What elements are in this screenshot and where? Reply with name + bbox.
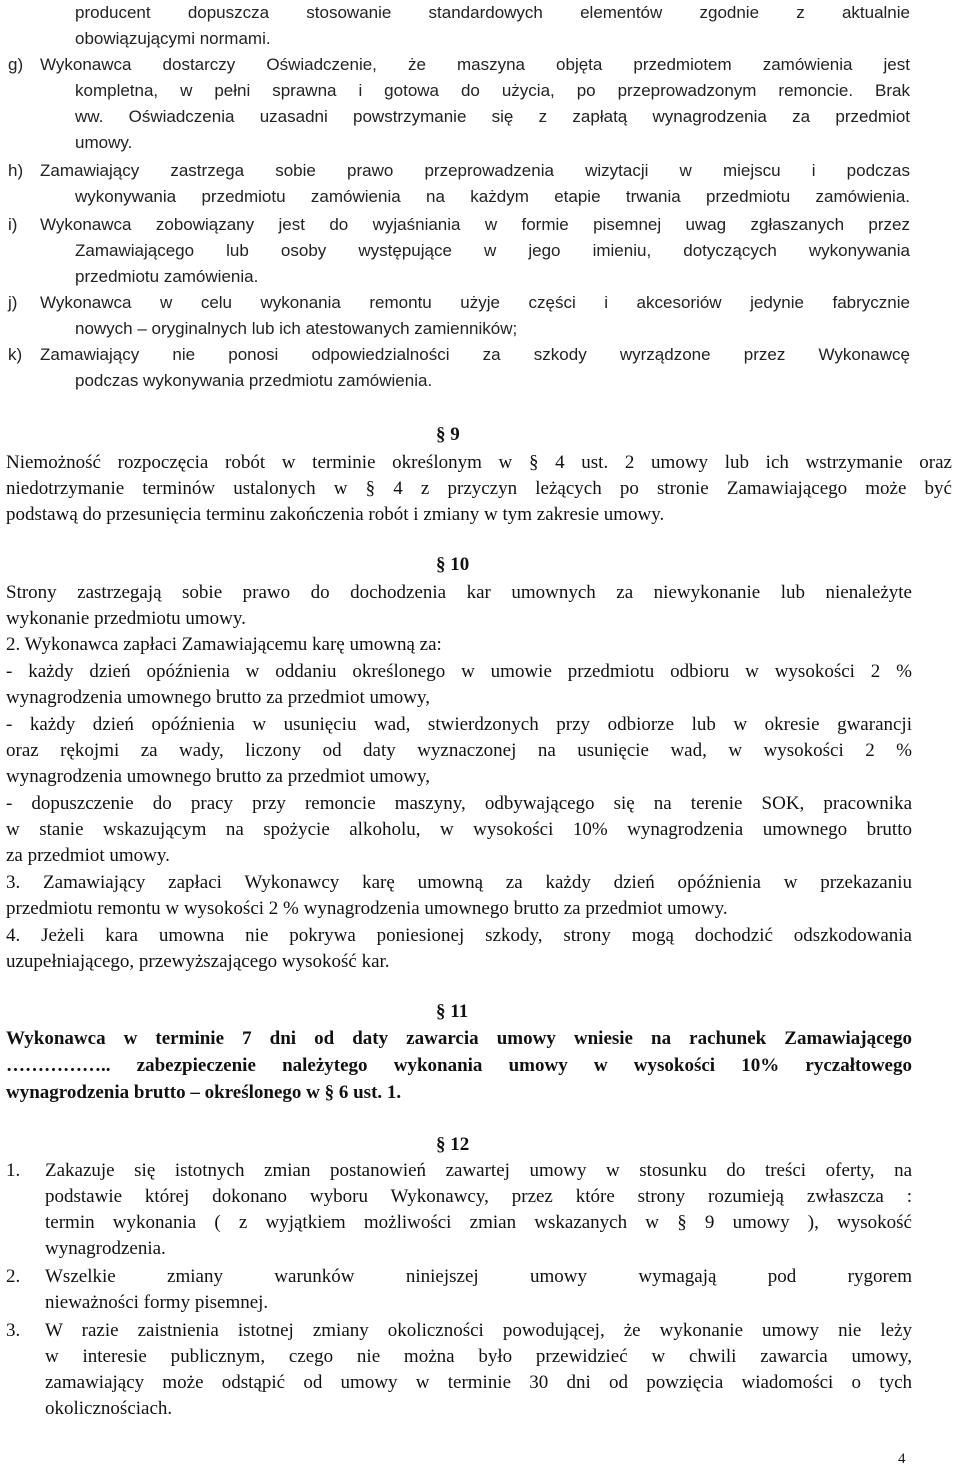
section-10-line-8: wynagrodzenia umownego brutto za przedmiot umowy,: [6, 766, 431, 787]
section-12-item-2-label: 2.: [6, 1266, 21, 1287]
page-number: 4: [898, 1451, 906, 1467]
section-12-item-1-label: 1.: [6, 1160, 21, 1181]
section-12-item-3-label: 3.: [6, 1320, 21, 1341]
section-12-item-1-line-3: termin wykonania ( z wyjątkiem możliwości zmian wskazanych w § 9 umowy ), wysokość: [45, 1212, 912, 1233]
item-g-line-4: umowy.: [75, 133, 133, 152]
section-10-line-14: 4. Jeżeli kara umowna nie pokrywa poniesionej szkody, strony mogą dochodzić odszkodowania: [6, 925, 912, 946]
section-10-line-5: wynagrodzenia umownego brutto za przedmiot umowy,: [6, 687, 431, 708]
section-12-item-3: [0, 1318, 960, 1344]
item-k: [0, 342, 960, 368]
section-12-item-2-line-2: nieważności formy pisemnej.: [45, 1292, 269, 1313]
section-12-item-3-line-3: zamawiający może odstąpić od umowy w terminie 30 dni od powzięcia wiadomości o tych: [45, 1372, 912, 1393]
section-12-heading: § 12: [436, 1134, 470, 1155]
section-10-line-4: - każdy dzień opóźnienia w oddaniu określonego w umowie przedmiotu odbioru w wysokości 2 %: [6, 661, 912, 682]
item-i-line-3: przedmiotu zamówienia.: [75, 267, 259, 286]
section-10-line-10: w stanie wskazującym na spożycie alkoholu, w wysokości 10% wynagrodzenia umownego brutto: [6, 819, 912, 840]
section-9-line-3: podstawą do przesunięcia terminu zakończenia robót i zmiany w tym zakresie umowy.: [6, 504, 665, 525]
item-f-line-1: producent dopuszcza stosowanie standardowych elementów zgodnie z aktualnie: [75, 3, 910, 22]
item-h-label: h): [8, 161, 24, 180]
section-12-item-3-line-1: W razie zaistnienia istotnej zmiany okoliczności powodującej, że wykonanie umowy nie leży: [45, 1320, 912, 1341]
section-12-item-2-line-1: Wszelkie zmiany warunków niniejszej umowy wymagają pod rygorem: [45, 1266, 912, 1287]
section-11-line-2: …………….. zabezpieczenie należytego wykonania umowy w wysokości 10% ryczałtowego: [6, 1055, 912, 1076]
section-11-line-1: Wykonawca w terminie 7 dni od daty zawarcia umowy wniesie na rachunek Zamawiającego: [6, 1028, 912, 1049]
section-12-item-1-line-4: wynagrodzenia.: [45, 1238, 166, 1259]
item-i-line-1: Wykonawca zobowiązany jest do wyjaśniania w formie pisemnej uwag zgłaszanych przez: [40, 215, 910, 234]
section-11-line-3: wynagrodzenia brutto – określonego w § 6 ust. 1.: [6, 1082, 402, 1103]
section-10-line-3: 2. Wykonawca zapłaci Zamawiającemu karę umowną za:: [6, 634, 442, 655]
section-10-line-11: za przedmiot umowy.: [6, 845, 170, 866]
section-10-line-2: wykonanie przedmiotu umowy.: [6, 608, 246, 629]
item-j-line-2: nowych – oryginalnych lub ich atestowanych zamienników;: [75, 319, 518, 338]
item-g-line-3: ww. Oświadczenia uzasadni powstrzymanie się z zapłatą wynagrodzenia za przedmiot: [75, 107, 910, 126]
section-10-line-12: 3. Zamawiający zapłaci Wykonawcy karę umowną za każdy dzień opóźnienia w przekazaniu: [6, 872, 912, 893]
item-k-line-2: podczas wykonywania przedmiotu zamówienia.: [75, 371, 433, 390]
section-10-line-1: Strony zastrzegają sobie prawo do dochodzenia kar umownych za niewykonanie lub nienależyte: [6, 582, 912, 603]
section-12-item-1-line-2: podstawie której dokonano wyboru Wykonawcy, przez które strony rozumieją zwłaszcza :: [45, 1186, 912, 1207]
section-10-heading: § 10: [436, 554, 470, 575]
section-10-line-6: - każdy dzień opóźnienia w usunięciu wad, stwierdzonych przy odbiorze lub w okresie gwarancji: [6, 714, 912, 735]
item-k-label: k): [8, 345, 23, 364]
item-g: [0, 52, 960, 78]
item-i-line-2: Zamawiającego lub osoby występujące w jego imieniu, dotyczących wykonywania: [75, 241, 910, 260]
section-9-line-2: niedotrzymanie terminów ustalonych w § 4 z przyczyn leżących po stronie Zamawiającego może być: [6, 478, 952, 499]
section-9-line-1: Niemożność rozpoczęcia robót w terminie określonym w § 4 ust. 2 umowy lub ich wstrzymanie oraz: [6, 452, 952, 473]
section-10-line-9: - dopuszczenie do pracy przy remoncie maszyny, odbywającego się na terenie SOK, pracownika: [6, 793, 912, 814]
item-j-line-1: Wykonawca w celu wykonania remontu użyje części i akcesoriów jedynie fabrycznie: [40, 293, 910, 312]
section-12-item-1-line-1: Zakazuje się istotnych zmian postanowień zawartej umowy w stosunku do treści oferty, na: [45, 1160, 912, 1181]
item-j-label: j): [8, 293, 18, 312]
item-i: [0, 212, 960, 238]
section-11-heading: § 11: [436, 1001, 469, 1022]
section-10-line-13: przedmiotu remontu w wysokości 2 % wynagrodzenia umownego brutto za przedmiot umowy.: [6, 898, 728, 919]
item-h-line-1: Zamawiający zastrzega sobie prawo przeprowadzenia wizytacji w miejscu i podczas: [40, 161, 910, 180]
section-9-heading: § 9: [436, 424, 460, 445]
section-12-item-3-line-4: okolicznościach.: [45, 1398, 173, 1419]
section-10-line-15: uzupełniającego, przewyższającego wysokość kar.: [6, 951, 390, 972]
item-h: [0, 158, 960, 184]
item-g-line-1: Wykonawca dostarczy Oświadczenie, że maszyna objęta przedmiotem zamówienia jest: [40, 55, 910, 74]
item-j: [0, 290, 960, 316]
item-i-label: i): [8, 215, 18, 234]
section-12-item-1: [0, 1158, 960, 1184]
section-10-line-7: oraz rękojmi za wady, liczony od daty wyznaczonej na usunięcie wad, w wysokości 2 %: [6, 740, 912, 761]
section-12-item-2: [0, 1264, 960, 1290]
item-h-line-2: wykonywania przedmiotu zamówienia na każdym etapie trwania przedmiotu zamówienia.: [75, 187, 910, 206]
item-f-line-2: obowiązującymi normami.: [75, 29, 271, 48]
item-k-line-1: Zamawiający nie ponosi odpowiedzialności za szkody wyrządzone przez Wykonawcę: [40, 345, 910, 364]
section-12-item-3-line-2: w interesie publicznym, czego nie można było przewidzieć w chwili zawarcia umowy,: [45, 1346, 912, 1367]
item-g-label: g): [8, 55, 24, 74]
item-g-line-2: kompletna, w pełni sprawna i gotowa do użycia, po przeprowadzonym remoncie. Brak: [75, 81, 910, 100]
